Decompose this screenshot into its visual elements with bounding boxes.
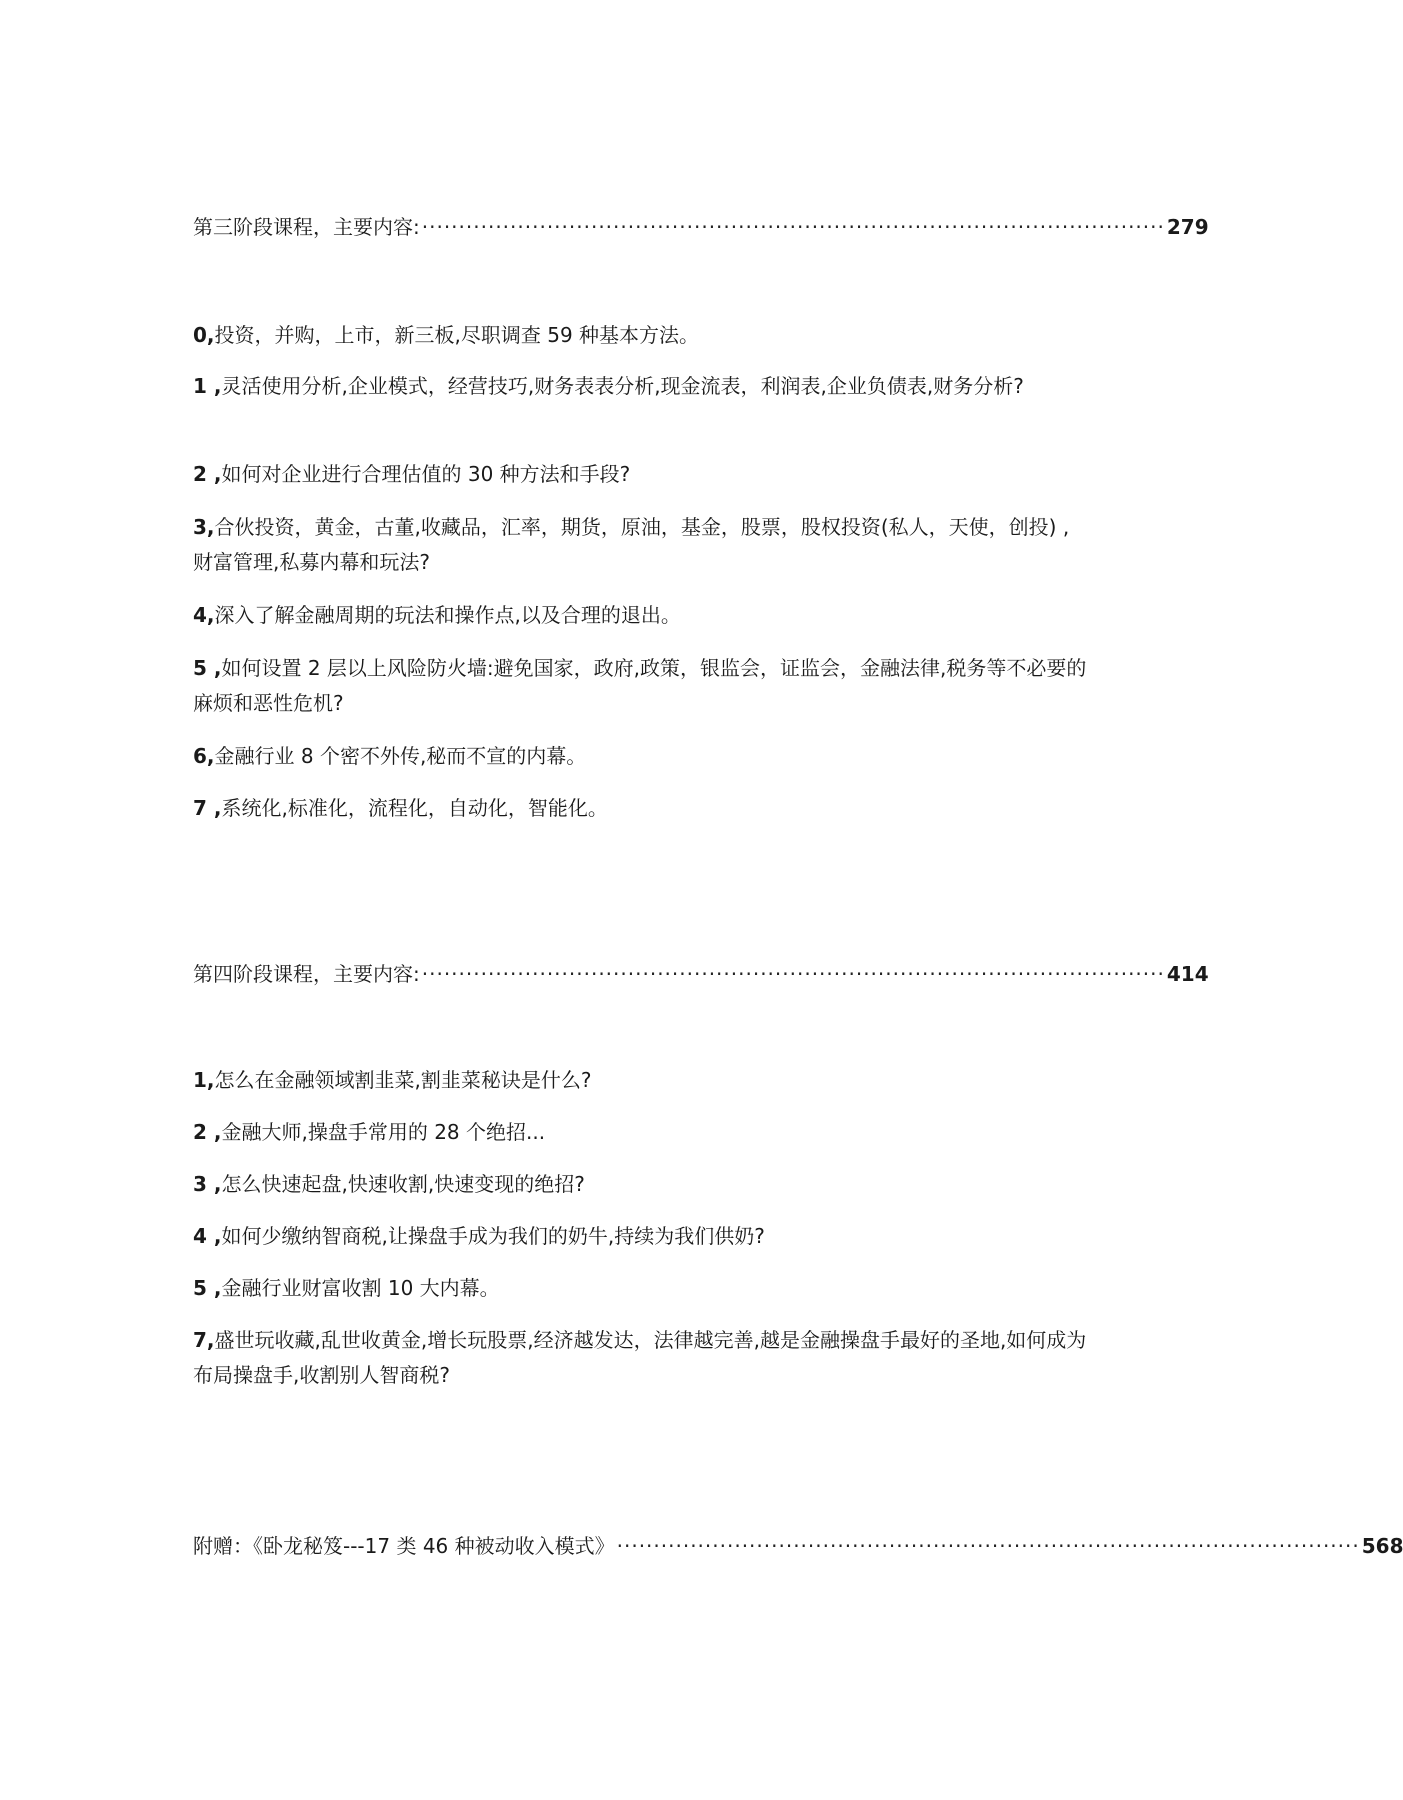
toc-page-number: 279 — [1166, 215, 1209, 239]
list-item — [193, 369, 1093, 404]
item-text: 如何对企业进行合理估值的 30 种方法和手段? — [221, 462, 631, 486]
item-text: 合伙投资，黄金，古董,收藏品，汇率，期货，原油，基金，股票，股权投资(私人，天使，创投) , 财富管理,私募内幕和玩法? — [193, 515, 1070, 574]
toc-page-number: 568 — [1361, 1534, 1403, 1558]
list-item — [193, 1115, 1093, 1150]
item-text: 投资，并购，上市，新三板,尽职调查 59 种基本方法。 — [214, 323, 700, 347]
list-item — [193, 739, 1093, 774]
toc-title: 附赠：《卧龙秘笈---17 类 46 种被动收入模式》 — [193, 1534, 615, 1558]
item-number: 4 , — [193, 1224, 222, 1248]
item-text: 系统化,标准化，流程化，自动化，智能化。 — [221, 796, 608, 820]
item-text: 灵活使用分析,企业模式，经营技巧,财务表表分析,现金流表，利润表,企业负债表,财务分析? — [221, 374, 1024, 398]
list-item — [193, 1323, 1093, 1393]
item-text: 怎么在金融领域割韭菜,割韭菜秘诀是什么? — [214, 1068, 592, 1092]
list-item — [193, 1219, 1093, 1254]
item-number: 5 , — [193, 656, 222, 680]
item-number: 6, — [193, 744, 215, 768]
list-item — [193, 791, 1093, 826]
list-item — [193, 1063, 1093, 1098]
item-number: 0, — [193, 323, 215, 347]
toc-page-number: 414 — [1166, 962, 1209, 986]
list-item — [193, 651, 1093, 721]
item-number: 5 , — [193, 1276, 222, 1300]
toc-entry-stage3[interactable] — [193, 213, 1209, 241]
item-number: 2 , — [193, 462, 222, 486]
item-number: 3, — [193, 515, 215, 539]
item-number: 3 , — [193, 1172, 222, 1196]
item-text: 金融行业财富收割 10 大内幕。 — [221, 1276, 500, 1300]
item-text: 如何少缴纳智商税,让操盘手成为我们的奶牛,持续为我们供奶? — [221, 1224, 765, 1248]
item-text: 怎么快速起盘,快速收割,快速变现的绝招? — [221, 1172, 585, 1196]
item-number: 1 , — [193, 374, 222, 398]
item-number: 4, — [193, 603, 215, 627]
item-number: 2 , — [193, 1120, 222, 1144]
item-number: 7, — [193, 1328, 215, 1352]
toc-title: 第三阶段课程，主要内容: — [193, 215, 420, 239]
list-item — [193, 1271, 1093, 1306]
list-item — [193, 457, 1093, 492]
toc-entry-bonus[interactable] — [193, 1532, 1403, 1560]
item-text: 金融大师,操盘手常用的 28 个绝招... — [221, 1120, 546, 1144]
item-number: 1, — [193, 1068, 215, 1092]
toc-title: 第四阶段课程，主要内容: — [193, 962, 420, 986]
item-text: 深入了解金融周期的玩法和操作点,以及合理的退出。 — [214, 603, 681, 627]
list-item — [193, 510, 1093, 580]
list-item — [193, 598, 1093, 633]
toc-leader-dots: ····································································································· — [616, 1534, 1360, 1558]
toc-entry-stage4[interactable] — [193, 960, 1209, 988]
item-text: 如何设置 2 层以上风险防火墙:避免国家，政府,政策，银监会，证监会，金融法律,税务等不必要的麻烦和恶性危机? — [193, 656, 1087, 715]
list-item — [193, 318, 1093, 353]
item-text: 盛世玩收藏,乱世收黄金,增长玩股票,经济越发达，法律越完善,越是金融操盘手最好的圣地,如何成为布局操盘手,收割别人智商税? — [193, 1328, 1087, 1387]
toc-leader-dots: ····································································································· — [421, 962, 1165, 986]
list-item — [193, 1167, 1093, 1202]
item-text: 金融行业 8 个密不外传,秘而不宣的内幕。 — [214, 744, 587, 768]
item-number: 7 , — [193, 796, 222, 820]
toc-leader-dots: ····································································································· — [421, 215, 1165, 239]
